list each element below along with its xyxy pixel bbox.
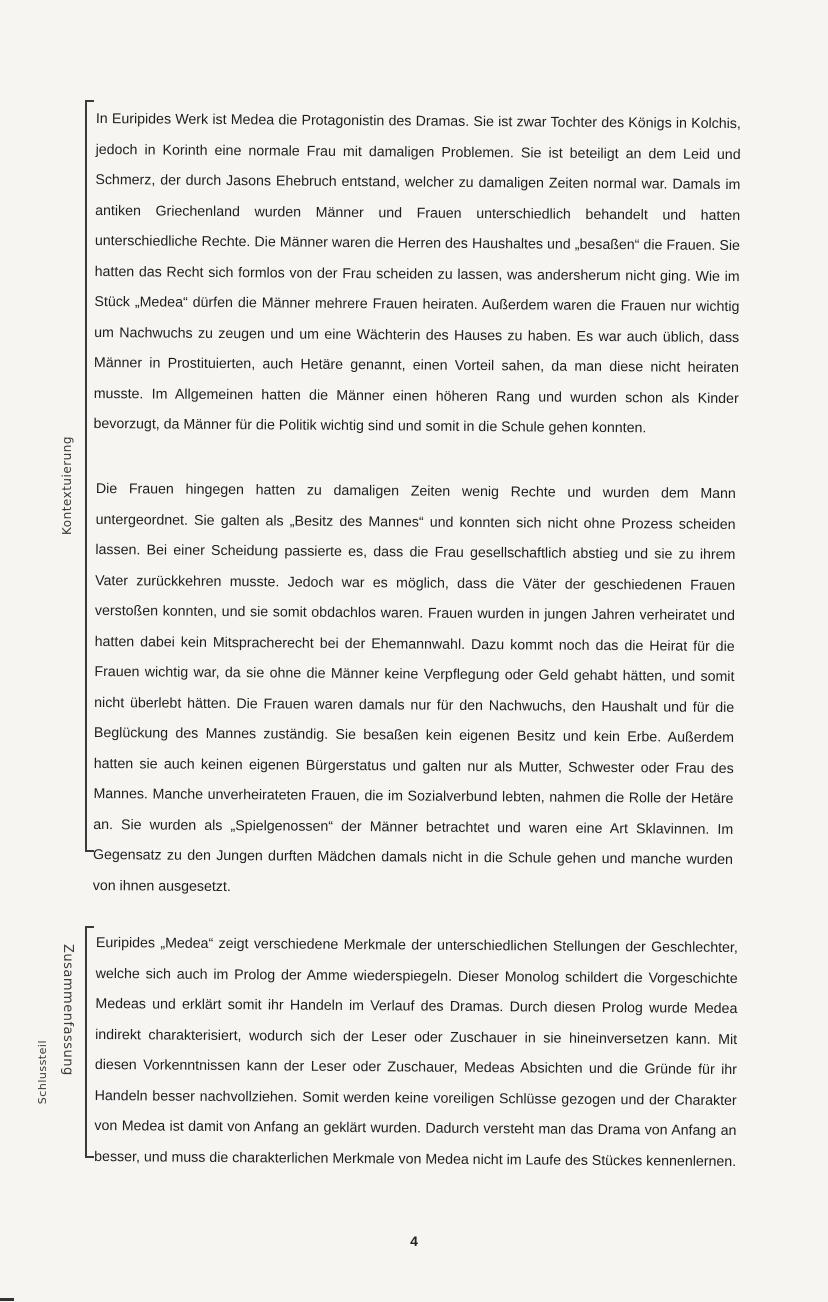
handwritten-note-schlussteil: Schlussteil (36, 1040, 49, 1105)
paragraph-2 (93, 474, 736, 906)
handwritten-note-zusammenfassung: Zusammenfassung (60, 944, 75, 1076)
paragraph-1 (93, 104, 741, 445)
paragraph-2-text: Die Frauen hingegen hatten zu damaligen Zeiten wenig Rechte und wurden dem Mann untergeordnet. Sie galten als „Besitz des Mannes“ und konnten sich nicht ohne Prozess scheiden lassen. Bei einer Scheidung passierte es, dass die Frau gesellschaftlich abstieg und sie zu ihrem Vater zurückkehren musste. Jedoch war es möglich, dass die Väter der geschiedenen Frauen verstoßen konnten, und sie somit obdachlos waren. Frauen wurden in jungen Jahren verheiratet und hatten dabei kein Mitspracherecht bei der Ehemannwahl. Dazu kommt noch das die Heirat für die Frauen wichtig war, da sie ohne die Männer keine Verpflegung oder Geld gehabt hätten, und somit nicht überlebt hätten. Die Frauen waren damals nur für den Nachwuchs, den Haushalt und für die Beglückung des Mannes zuständig. Sie besaßen kein eigenen Besitz und kein Erbe. Außerdem hatten sie auch keinen eigenen Bürgerstatus und galten nur als Mutter, Schwester oder Frau des Mannes. Manche unverheirateten Frauen, die im Sozialverbund lebten, nahmen die Rolle der Hetäre an. Sie wurden als „Spielgenossen“ der Männer betrachtet und waren eine Art Sklavinnen. Im Gegensatz zu den Jungen durften Mädchen damals nicht in die Schule gehen und manche wurden von ihnen ausgesetzt. (92, 480, 736, 895)
margin-bracket-top (85, 100, 94, 852)
paragraph-3-text: Euripides „Medea“ zeigt verschiedene Merkmale der unterschiedlichen Stellungen der Geschlechter, welche sich auch im Prolog der Amme wiederspiegeln. Dieser Monolog schildert die Vorgeschichte Medeas und erklärt somit ihr Handeln im Verlauf des Dramas. Durch diesen Prolog wurde Medea indirekt charakterisiert, wodurch sich der Leser oder Zuschauer in sie hineinversetzen kann. Mit diesen Vorkenntnissen kann der Leser oder Zuschauer, Medeas Absichten und die Gründe für ihr Handeln besser nachvollziehen. Somit werden keine voreiligen Schlüsse gezogen und der Charakter von Medea ist damit von Anfang an geklärt wurden. Dadurch versteht man das Drama von Anfang an besser, und muss die charakterlichen Merkmale von Medea nicht im Laufe des Stückes kennenlernen. (94, 934, 738, 1170)
paragraph-1-text: In Euripides Werk ist Medea die Protagonistin des Dramas. Sie ist zwar Tochter des Königs in Kolchis, jedoch in Korinth eine normale Frau mit damaligen Problemen. Sie ist beteiligt an dem Leid und Schmerz, der durch Jasons Ehebruch entstand, welcher zu damaligen Zeiten normal war. Damals im antiken Griechenland wurden Männer und Frauen unterschiedlich behandelt und hatten unterschiedliche Rechte. Die Männer waren die Herren des Haushaltes und „besaßen“ die Frauen. Sie hatten das Recht sich formlos von der Frau scheiden zu lassen, was andersherum nicht ging. Wie im Stück „Medea“ dürfen die Männer mehrere Frauen heiraten. Außerdem waren die Frauen nur wichtig um Nachwuchs zu zeugen und um eine Wächterin des Hauses zu haben. Es war auch üblich, dass Männer in Prostituierten, auch Hetäre genannt, einen Vorteil sahen, da man diese nicht heiraten musste. Im Allgemeinen hatten die Männer einen höheren Rang und wurden schon als Kinder bevorzugt, da Männer für die Politik wichtig sind und somit in die Schule gehen konnten. (93, 110, 741, 437)
paragraph-3 (94, 928, 738, 1177)
page-number: 4 (410, 1233, 418, 1249)
edge-mark (0, 1298, 14, 1301)
handwritten-note-kontextuierung: Kontextuierung (60, 436, 74, 535)
margin-bracket-bottom (85, 926, 94, 1158)
